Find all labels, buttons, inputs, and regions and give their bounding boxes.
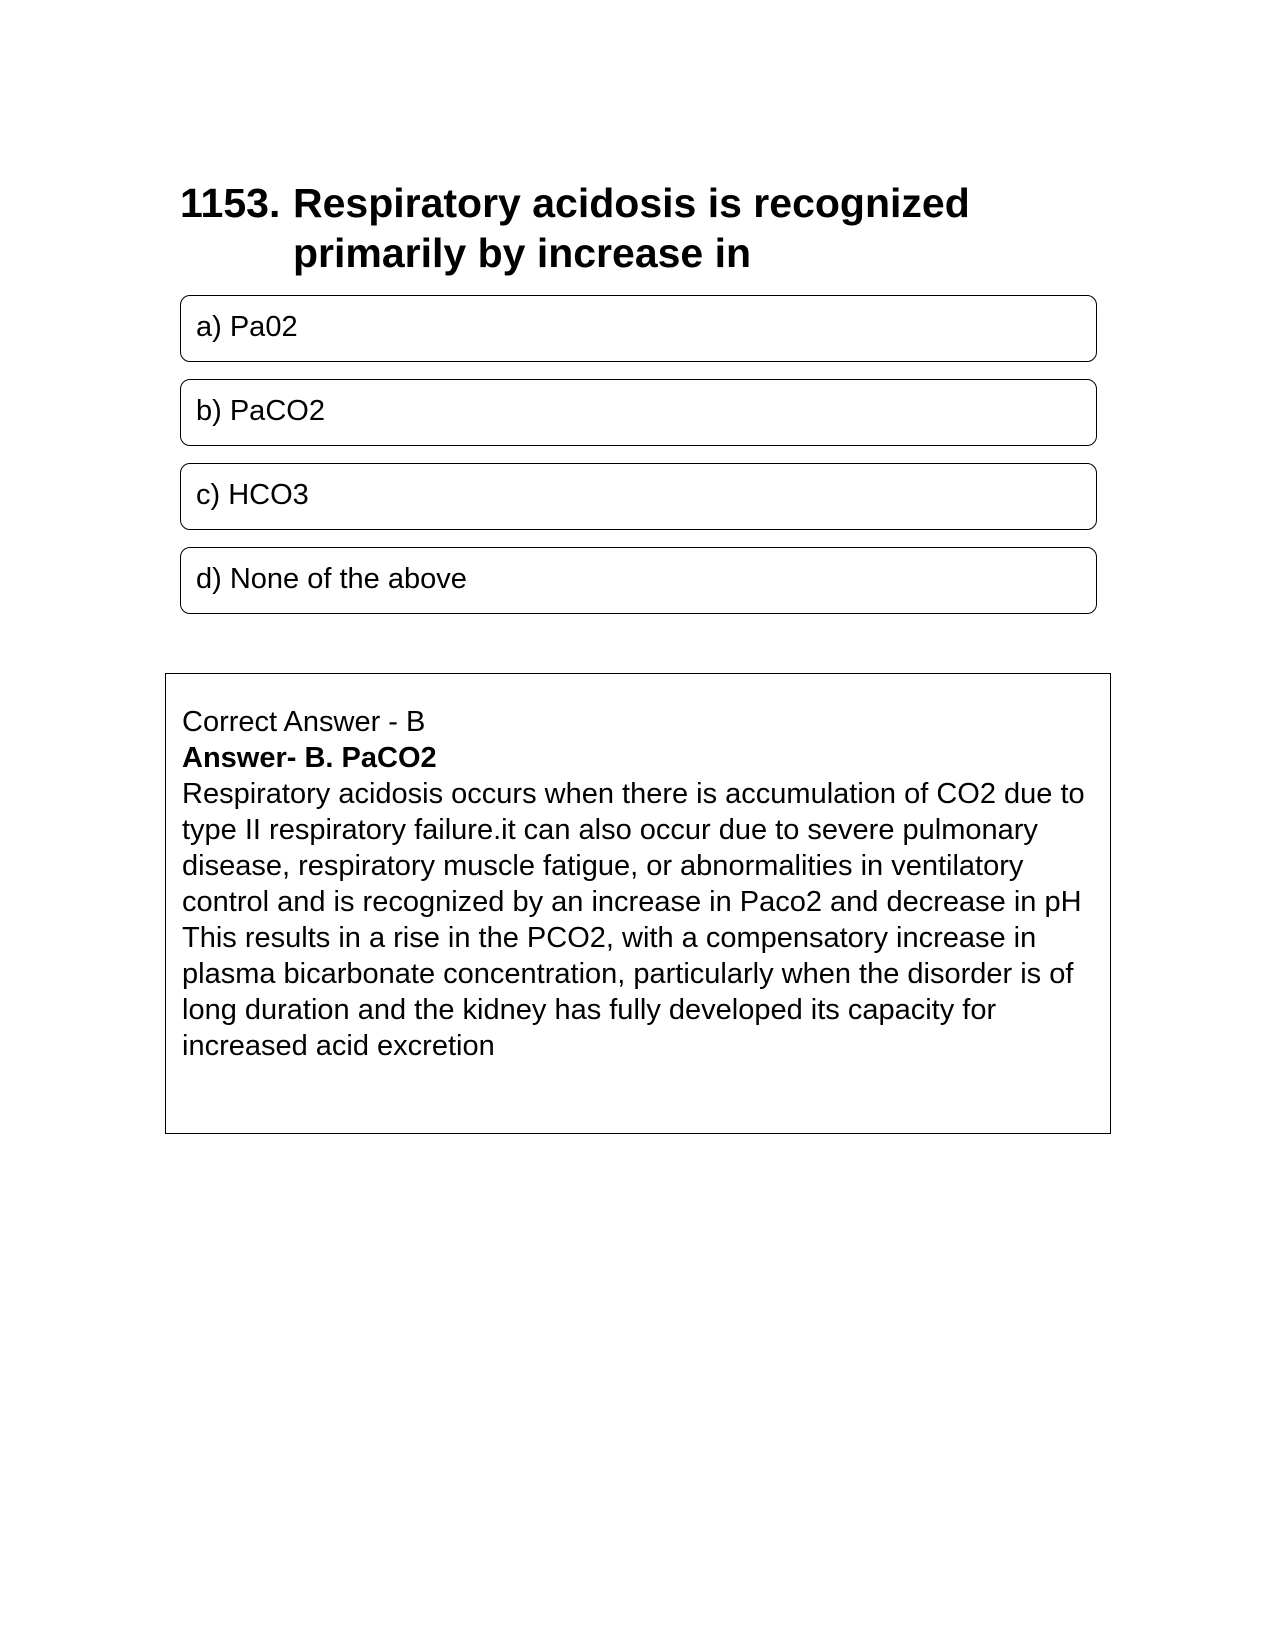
explanation-paragraph: Respiratory acidosis occurs when there is accumulation of CO2 due to type II respiratory failure.it can also occur due to severe pulmonary disease, respiratory muscle fatigue, or abnormalities in ventilatory control and is recognized by an increase in Paco2 and decrease in pH [182, 778, 1085, 918]
question-number: 1153. [180, 180, 281, 226]
explanation-paragraph: This results in a rise in the PCO2, with a compensatory increase in plasma bicarbonate concentration, particularly when the disorder is of long duration and the kidney has fully developed its capacity for increased acid excretion [182, 922, 1074, 1062]
answer-explanation-box [165, 673, 1111, 1134]
option-a[interactable]: a) Pa02 [180, 295, 1097, 362]
question-text: Respiratory acidosis is recognized primarily by increase in [293, 180, 970, 276]
question-heading [180, 178, 1080, 278]
correct-answer-line: Correct Answer - B [182, 706, 426, 738]
option-c[interactable]: c) HCO3 [180, 463, 1097, 530]
answer-heading: Answer- B. PaCO2 [182, 742, 437, 774]
option-b[interactable]: b) PaCO2 [180, 379, 1097, 446]
option-d[interactable]: d) None of the above [180, 547, 1097, 614]
